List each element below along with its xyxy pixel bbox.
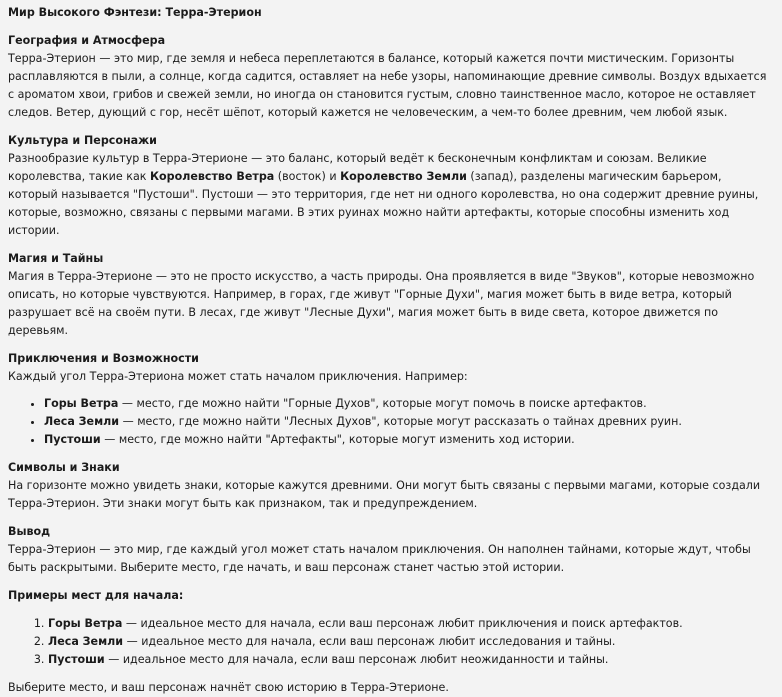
text-run: (восток) и (274, 170, 341, 183)
text-run: (запад), разделены магическим барьером, который называется "Пустоши". Пустоши — это территория, где нет ни одного королевства, но она содержит древние руины, которые, возможно, связаны с первыми магами. В этих руинах можно найти артефакты, которые способны изменить ход истории. (8, 170, 759, 237)
list-item-text: — место, где можно найти "Артефакты", которые могут изменить ход истории. (100, 433, 575, 446)
list-item (44, 395, 774, 413)
section-heading: Примеры мест для начала: (8, 589, 184, 602)
list-item-bold: Горы Ветра (48, 617, 123, 630)
text-run: Разнообразие культур в Терра-Этерионе — это баланс, который ведёт к бесконечным конфликтам и союзам. Великие королевства, такие как (8, 152, 707, 183)
section-heading: Культура и Персонажи (8, 134, 157, 147)
list-item-text: — место, где можно найти "Горные Духов", которые могут помочь в поиске артефактов. (118, 397, 647, 410)
section-heading: Вывод (8, 525, 51, 538)
section-geography (8, 32, 774, 122)
section-heading: Магия и Тайны (8, 252, 104, 265)
list-item (44, 413, 774, 431)
list-item-text: — идеальное место для начала, если ваш персонаж любит исследования и тайны. (123, 635, 616, 648)
section-heading: Приключения и Возможности (8, 352, 199, 365)
list-item (48, 633, 774, 651)
bold-kingdom-earth: Королевство Земли (340, 170, 467, 183)
section-adventure (8, 350, 774, 449)
list-item (48, 651, 774, 669)
list-item (48, 615, 774, 633)
list-item (44, 431, 774, 449)
section-text: На горизонте можно увидеть знаки, которые кажутся древними. Они могут быть связаны с первыми магами, которые создали Терра-Этерион. Эти знаки могут быть как признаком, так и предупреждением. (8, 479, 761, 510)
section-heading: Символы и Знаки (8, 461, 120, 474)
section-text (8, 150, 774, 240)
section-text: Терра-Этерион — это мир, где земля и небеса переплетаются в балансе, который кажется почти мистическим. Горизонты расплавляются в пыли, а солнце, когда садится, оставляет на небе узоры, напоминающие древние символы. Воздух вдыхается с ароматом хвои, грибов и свежей земли, но иногда он становится густым, словно таинственное масло, которое не оставляет следов. Ветер, дующий с гор, несёт шёпот, который кажется не человеческим, а чем-то более древним, чем любой язык. (8, 52, 767, 119)
section-conclusion (8, 523, 774, 577)
list-item-bold: Горы Ветра (44, 397, 119, 410)
section-heading: География и Атмосфера (8, 34, 166, 47)
list-item-bold: Пустоши (48, 653, 105, 666)
bold-kingdom-wind: Королевство Ветра (149, 170, 275, 183)
list-item-bold: Пустоши (44, 433, 101, 446)
section-examples (8, 587, 774, 669)
section-culture (8, 132, 774, 240)
closing-text: Выберите место, и ваш персонаж начнёт свою историю в Терра-Этерионе. (8, 681, 449, 694)
examples-list (8, 615, 774, 669)
section-text: Каждый угол Терра-Этериона может стать началом приключения. Например: (8, 370, 468, 383)
list-item-bold: Леса Земли (48, 635, 124, 648)
section-symbols (8, 459, 774, 513)
list-item-bold: Леса Земли (44, 415, 120, 428)
adventure-list (8, 395, 774, 449)
section-text: Магия в Терра-Этерионе — это не просто искусство, а часть природы. Она проявляется в виде "Звуков", которые невозможно описать, но которые чувствуются. Например, в горах, где живут "Горные Духи", магия может быть в виде ветра, который разрушает всё на своём пути. В лесах, где живут "Лесные Духи", магия может быть в виде света, которое движется по деревьям. (8, 270, 755, 337)
list-item-text: — место, где можно найти "Лесных Духов", которые могут рассказать о тайнах древних руин. (119, 415, 682, 428)
list-item-text: — идеальное место для начала, если ваш персонаж любит приключения и поиск артефактов. (122, 617, 683, 630)
document-title: Мир Высокого Фэнтези: Терра-Этерион (8, 6, 262, 19)
list-item-text: — идеальное место для начала, если ваш персонаж любит неожиданности и тайны. (104, 653, 609, 666)
section-magic (8, 250, 774, 340)
section-text: Терра-Этерион — это мир, где каждый угол может стать началом приключения. Он наполнен тайнами, которые ждут, чтобы быть раскрытыми. Выберите место, где начать, и ваш персонаж станет частью этой истории. (8, 543, 751, 574)
